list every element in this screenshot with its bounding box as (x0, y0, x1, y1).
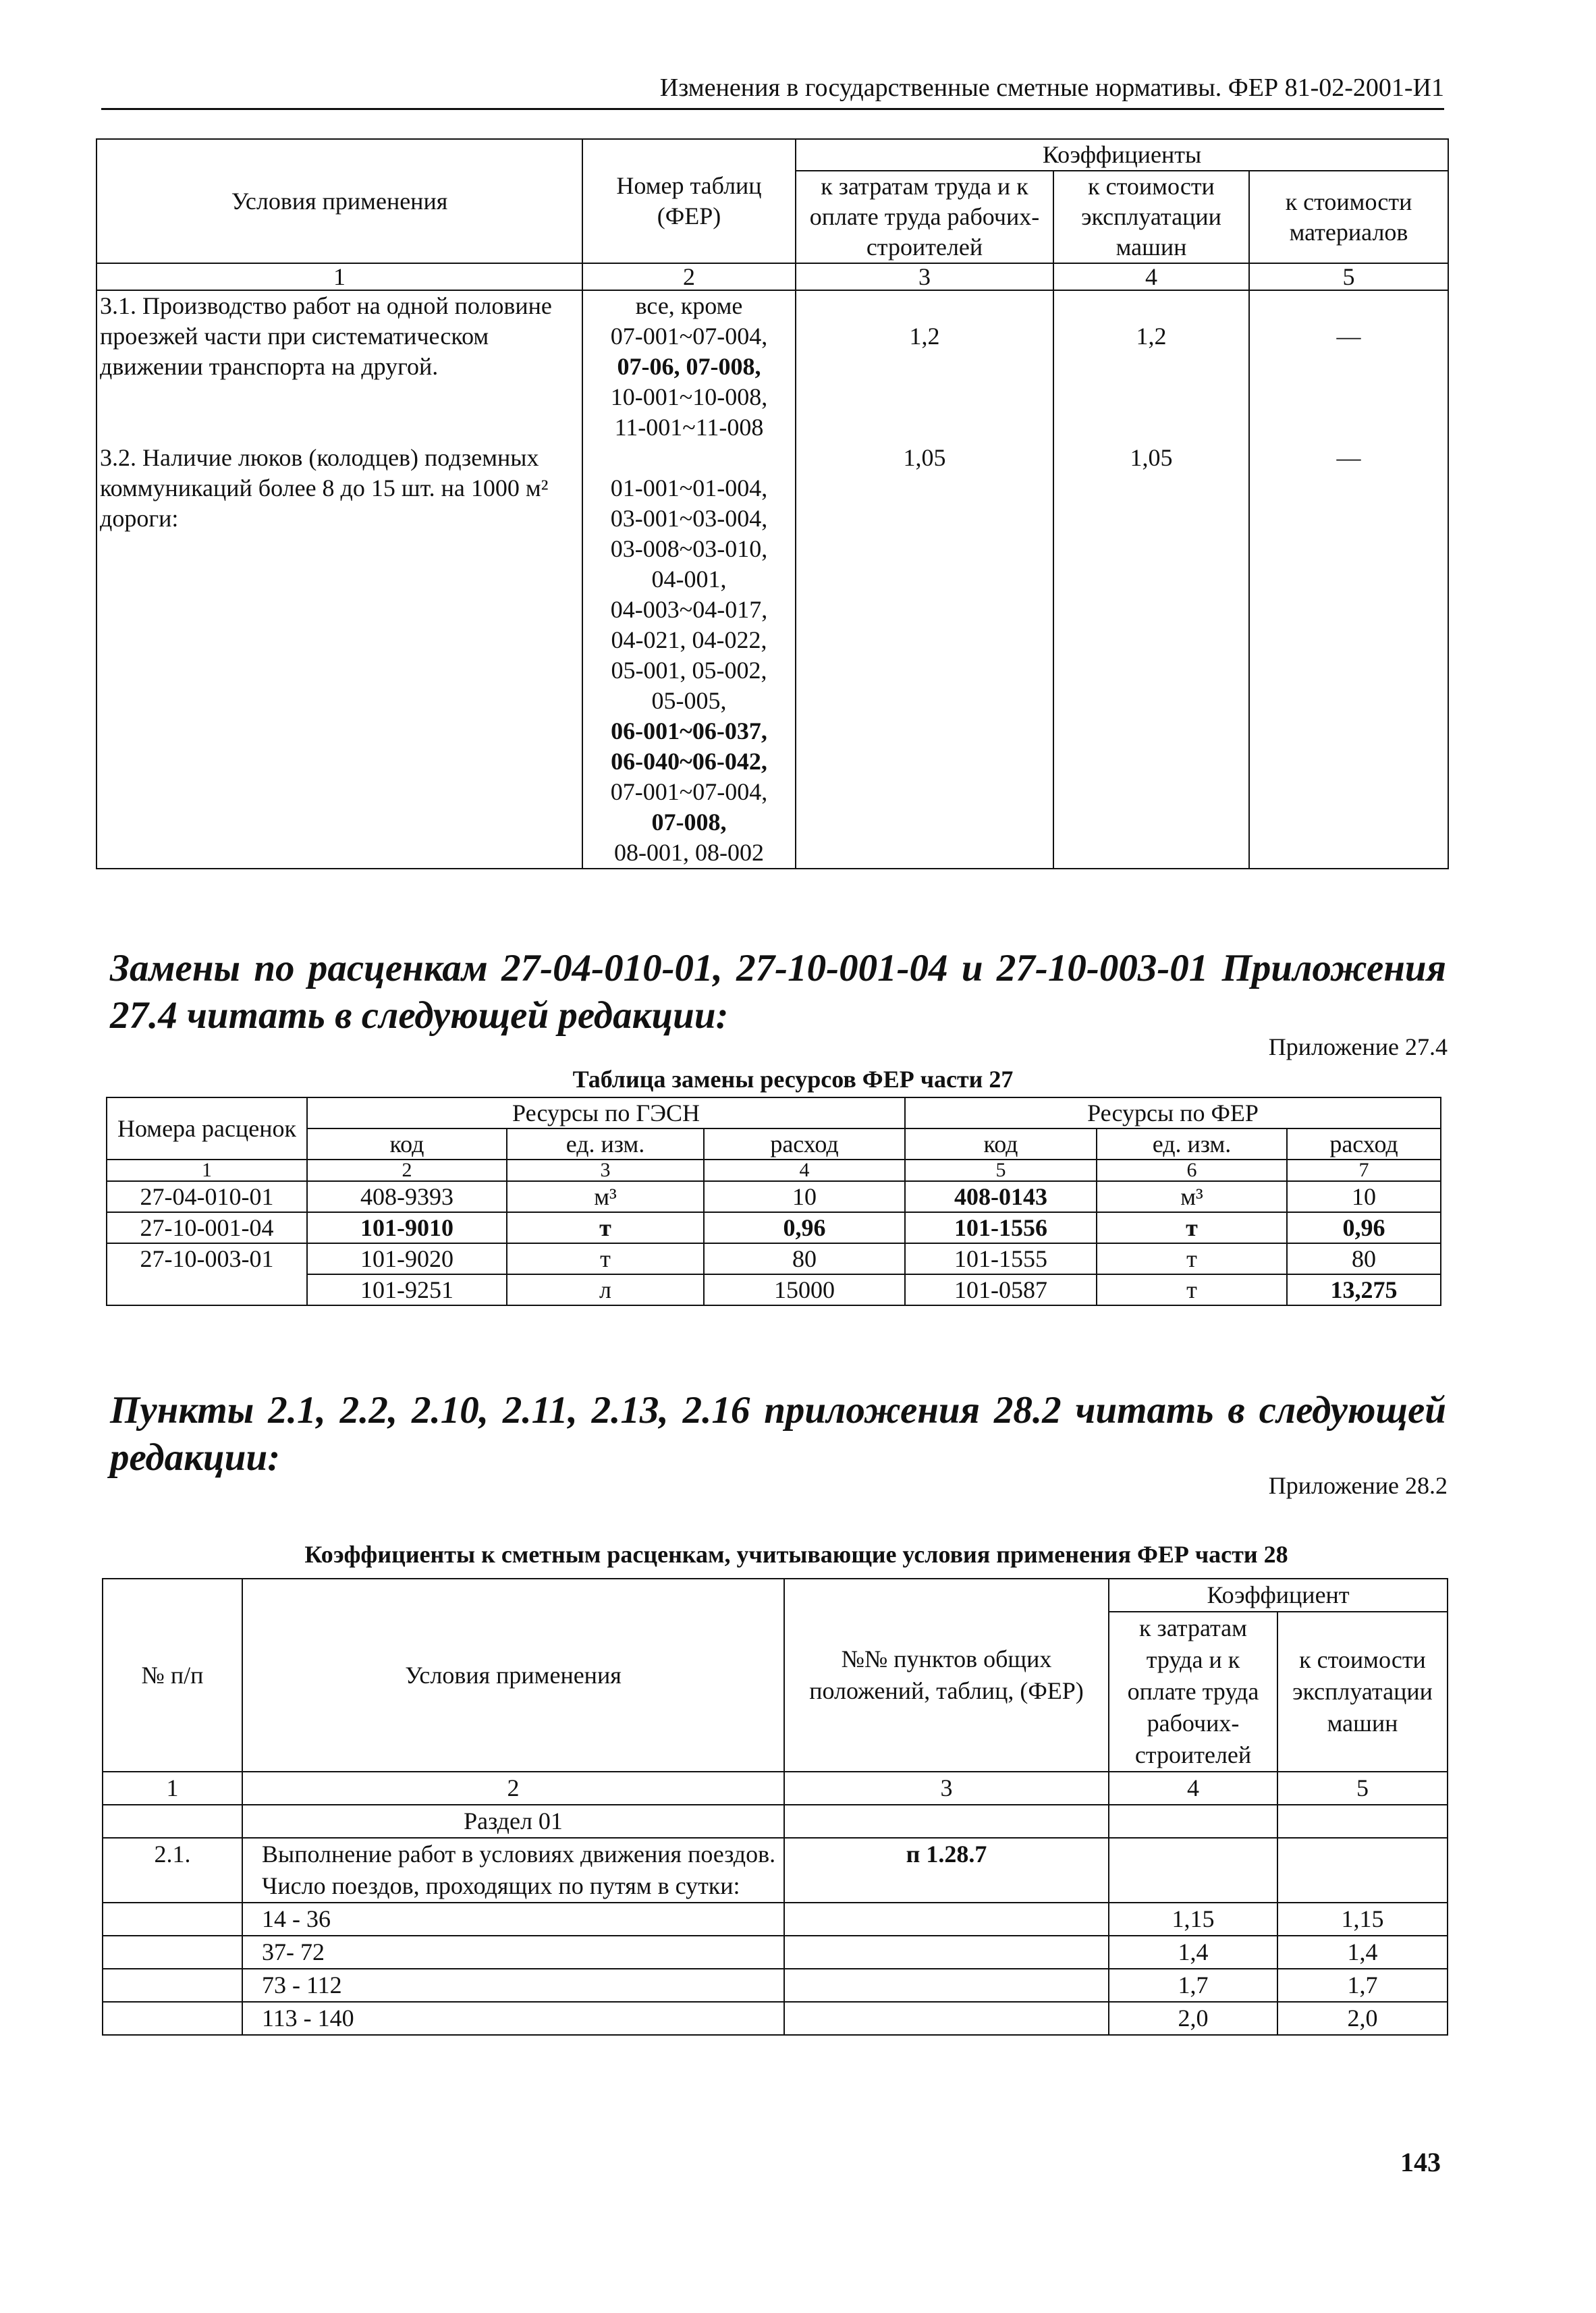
header-fer: Ресурсы по ФЕР (905, 1097, 1441, 1128)
column-number: 1 (107, 1160, 307, 1181)
empty-cell (103, 1903, 242, 1936)
empty-cell (1277, 1838, 1448, 1903)
resource-replacement-table (106, 1097, 1441, 1306)
table-row (103, 1969, 1448, 2002)
fer-code: 101-1555 (905, 1243, 1097, 1274)
column-number: 1 (97, 263, 582, 290)
gesn-unit: т (507, 1212, 704, 1243)
table-number-line: 07-001~07-004, (610, 778, 768, 805)
column-number: 2 (242, 1772, 784, 1805)
fer-code: 101-1556 (905, 1212, 1097, 1243)
table-row (103, 2002, 1448, 2035)
item-number: 2.1. (103, 1838, 242, 1903)
gesn-consumption: 80 (704, 1243, 905, 1274)
gesn-code: 408-9393 (307, 1181, 507, 1212)
table-number-line: 07-06, 07-008, (617, 353, 761, 380)
labor-coef-cell (796, 290, 1053, 443)
fer-code: 408-0143 (905, 1181, 1097, 1212)
labor-coef: 1,2 (909, 323, 940, 350)
header-rate-numbers: Номера расценок (107, 1097, 307, 1160)
header-coefficient: Коэффициент (1109, 1579, 1448, 1612)
header-labor: к затратам труда и к оплате труда рабочих-строителей (1109, 1612, 1277, 1772)
table-number-line: 07-001~07-004, (610, 323, 768, 350)
machines-coef: 1,05 (1053, 443, 1249, 869)
materials-coef-cell (1249, 290, 1448, 443)
header-unit: ед. изм. (1097, 1128, 1287, 1160)
column-number: 1 (103, 1772, 242, 1805)
table-numbers-cell (582, 443, 796, 869)
empty-cell (103, 2002, 242, 2035)
labor-coef: 1,7 (1109, 1969, 1277, 2002)
table-number-line: 05-001, 05-002, (611, 657, 767, 684)
item-point: п 1.28.7 (784, 1838, 1109, 1903)
column-number: 7 (1287, 1160, 1441, 1181)
gesn-unit: т (507, 1243, 704, 1274)
rate-number: 27-04-010-01 (107, 1181, 307, 1212)
appendix-label-28: Приложение 28.2 (1268, 1472, 1448, 1499)
gesn-code: 101-9251 (307, 1274, 507, 1305)
empty-cell (1109, 1805, 1277, 1838)
table-number-line: 06-040~06-042, (611, 748, 767, 775)
coefficients-table-28 (102, 1578, 1448, 2036)
fer-code: 101-0587 (905, 1274, 1097, 1305)
train-range: 113 - 140 (242, 2002, 784, 2035)
header-item-number: № п/п (103, 1579, 242, 1772)
table-number-line: 11-001~11-008 (614, 414, 764, 441)
header-consumption: расход (1287, 1128, 1441, 1160)
empty-cell (784, 2002, 1109, 2035)
page-number: 143 (1400, 2147, 1441, 2177)
gesn-consumption: 0,96 (704, 1212, 905, 1243)
labor-coef: 2,0 (1109, 2002, 1277, 2035)
fer-unit: т (1097, 1212, 1287, 1243)
rate-number: 27-10-003-01 (107, 1243, 307, 1305)
machines-coef-cell (1053, 290, 1249, 443)
fer-consumption: 80 (1287, 1243, 1441, 1274)
table-row (103, 1838, 1448, 1903)
section-heading-28: Пункты 2.1, 2.2, 2.10, 2.11, 2.13, 2.16 приложения 28.2 читать в следующей редакции: (110, 1389, 1446, 1479)
header-unit: ед. изм. (507, 1128, 704, 1160)
column-number: 6 (1097, 1160, 1287, 1181)
empty-cell (103, 1936, 242, 1969)
condition-cell: 3.2. Наличие люков (колодцев) подземных коммуникаций более 8 до 15 шт. на 1000 м² дороги: (97, 443, 582, 869)
header-code: код (307, 1128, 507, 1160)
column-number: 3 (507, 1160, 704, 1181)
table-number-line: 05-005, (651, 687, 727, 714)
fer-consumption: 13,275 (1287, 1274, 1441, 1305)
column-number: 3 (796, 263, 1053, 290)
materials-coef: — (1336, 323, 1361, 350)
empty-cell (784, 1903, 1109, 1936)
labor-coef: 1,05 (796, 443, 1053, 869)
condition-cell: 3.1. Производство работ на одной половине проезжей части при систематическом движении транспорта на другой. (97, 290, 582, 443)
table-number-line: 03-008~03-010, (610, 535, 768, 562)
empty-cell (784, 1805, 1109, 1838)
column-number: 2 (307, 1160, 507, 1181)
gesn-consumption: 15000 (704, 1274, 905, 1305)
table-row (107, 1181, 1441, 1212)
fer-consumption: 10 (1287, 1181, 1441, 1212)
header-consumption: расход (704, 1128, 905, 1160)
header-points: №№ пунктов общих положений, таблиц, (ФЕР) (784, 1579, 1109, 1772)
appendix-label-27: Приложение 27.4 (1268, 1033, 1448, 1060)
empty-cell (103, 1969, 242, 2002)
table-caption-28: Коэффициенты к сметным расценкам, учитывающие условия применения ФЕР части 28 (304, 1541, 1288, 1568)
fer-consumption: 0,96 (1287, 1212, 1441, 1243)
column-number: 4 (1109, 1772, 1277, 1805)
column-number: 4 (1053, 263, 1249, 290)
machines-coef: 1,7 (1277, 1969, 1448, 2002)
table-number-line: 01-001~01-004, (610, 474, 768, 501)
empty-cell (1109, 1838, 1277, 1903)
table-row (107, 1212, 1441, 1243)
table-number-line: 06-001~06-037, (611, 717, 767, 744)
empty-cell (103, 1805, 242, 1838)
labor-coef: 1,4 (1109, 1936, 1277, 1969)
machines-coef: 2,0 (1277, 2002, 1448, 2035)
fer-unit: м³ (1097, 1181, 1287, 1212)
header-coefficients: Коэффициенты (796, 139, 1448, 171)
train-range: 73 - 112 (242, 1969, 784, 2002)
empty-cell (784, 1969, 1109, 2002)
rate-number: 27-10-001-04 (107, 1212, 307, 1243)
gesn-code: 101-9020 (307, 1243, 507, 1274)
table-number-line: 04-003~04-017, (610, 596, 768, 623)
table-row (97, 443, 1448, 869)
table-caption-27: Таблица замены ресурсов ФЕР части 27 (572, 1066, 1014, 1093)
fer-unit: т (1097, 1243, 1287, 1274)
header-gesn: Ресурсы по ГЭСН (307, 1097, 905, 1128)
gesn-unit: л (507, 1274, 704, 1305)
header-materials: к стоимости материалов (1249, 171, 1448, 263)
table-number-line: 04-021, 04-022, (611, 626, 767, 653)
machines-coef: 1,4 (1277, 1936, 1448, 1969)
header-table-number: Номер таблиц (ФЕР) (582, 139, 796, 263)
table-number-line: 07-008, (651, 809, 727, 836)
machines-coef: 1,15 (1277, 1903, 1448, 1936)
header-code: код (905, 1128, 1097, 1160)
column-number: 5 (1277, 1772, 1448, 1805)
table-number-line: 03-001~03-004, (610, 505, 768, 532)
table-row (97, 290, 1448, 443)
gesn-code: 101-9010 (307, 1212, 507, 1243)
gesn-consumption: 10 (704, 1181, 905, 1212)
table-number-line: 08-001, 08-002 (614, 839, 764, 866)
column-number: 2 (582, 263, 796, 290)
column-number: 4 (704, 1160, 905, 1181)
table-number-line: 04-001, (651, 566, 727, 593)
coefficients-table-27 (96, 138, 1449, 869)
item-text: Выполнение работ в условиях движения поездов. (262, 1841, 776, 1868)
table-number-line: 10-001~10-008, (610, 383, 768, 410)
item-text-trains: Число поездов, проходящих по путям в сутки: (262, 1872, 740, 1899)
table-number-line: все, кроме (635, 292, 743, 319)
table-row (107, 1274, 1441, 1305)
section-heading-27: Замены по расценкам 27-04-010-01, 27-10-001-04 и 27-10-003-01 Приложения 27.4 читать в следующей редакции: (110, 947, 1446, 1037)
labor-coef: 1,15 (1109, 1903, 1277, 1936)
train-range: 14 - 36 (242, 1903, 784, 1936)
table-row (103, 1805, 1448, 1838)
page-header: Изменения в государственные сметные нормативы. ФЕР 81-02-2001-И1 (101, 73, 1444, 110)
table-row (107, 1243, 1441, 1274)
fer-unit: т (1097, 1274, 1287, 1305)
column-number: 5 (905, 1160, 1097, 1181)
table-numbers-cell (582, 290, 796, 443)
machines-coef: 1,2 (1136, 323, 1167, 350)
train-range: 37- 72 (242, 1936, 784, 1969)
empty-cell (784, 1936, 1109, 1969)
column-number: 5 (1249, 263, 1448, 290)
header-machines: к стоимости эксплуатации машин (1277, 1612, 1448, 1772)
empty-cell (1277, 1805, 1448, 1838)
header-conditions: Условия применения (97, 139, 582, 263)
gesn-unit: м³ (507, 1181, 704, 1212)
item-condition (242, 1838, 784, 1903)
section-label: Раздел 01 (242, 1805, 784, 1838)
header-labor: к затратам труда и к оплате труда рабочих-строителей (796, 171, 1053, 263)
header-machines: к стоимости эксплуатации машин (1053, 171, 1249, 263)
header-conditions: Условия применения (242, 1579, 784, 1772)
materials-coef: — (1249, 443, 1448, 869)
table-row (103, 1936, 1448, 1969)
table-row (103, 1903, 1448, 1936)
column-number: 3 (784, 1772, 1109, 1805)
